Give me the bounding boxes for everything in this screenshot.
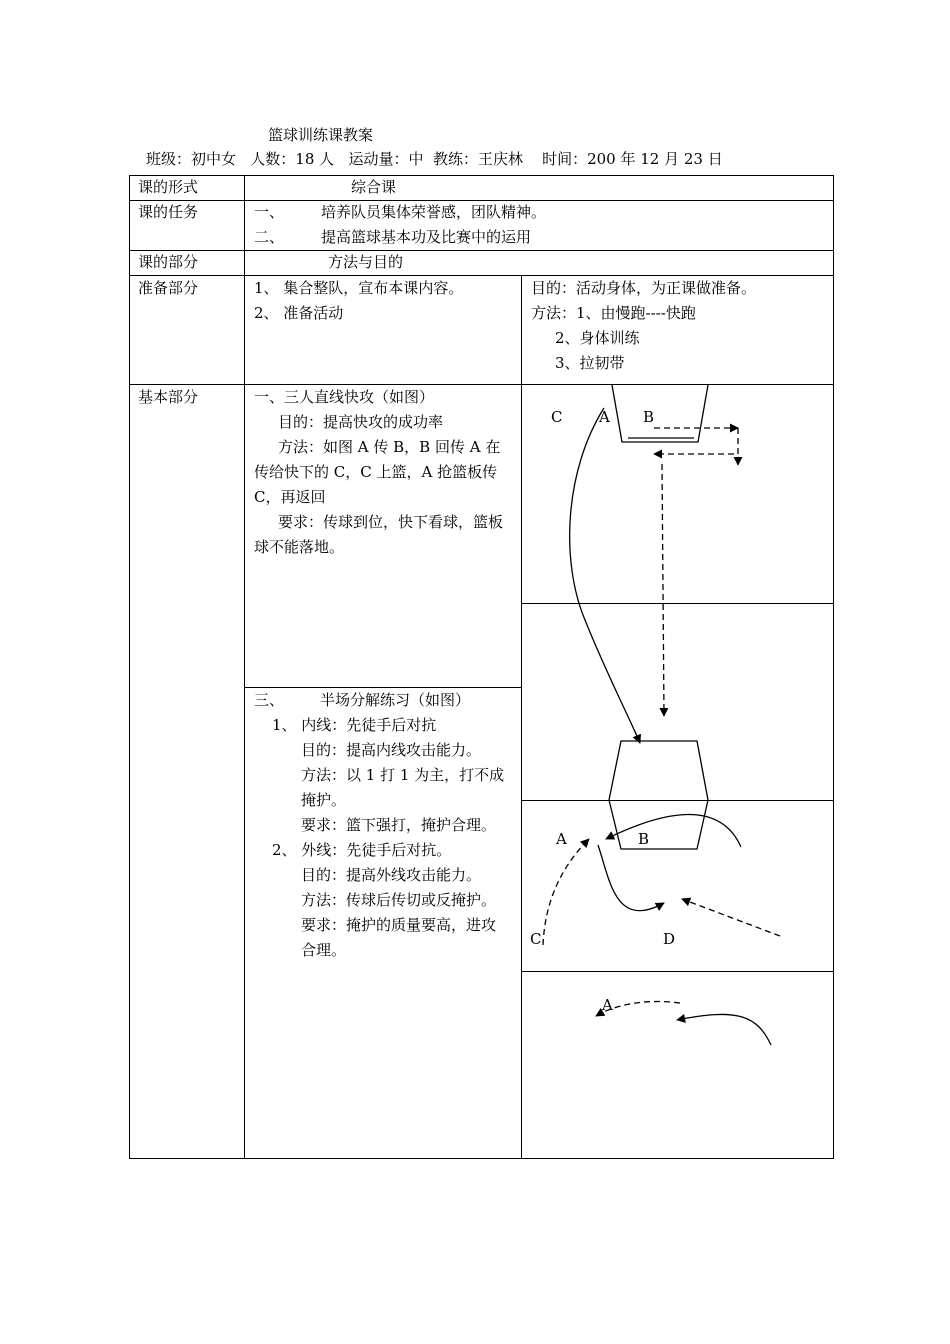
task-item-1-num: 一、: [254, 203, 285, 221]
drill3-line-2: 目的：提高内线攻击能力。: [301, 741, 482, 759]
drill1-line-4: 传给快下的 C，C 上篮，A 抢篮板传: [254, 463, 498, 481]
solid-cut-curve: [677, 1014, 771, 1045]
key-hexagon: [609, 741, 708, 849]
document-title: 篮球训练课教案: [268, 126, 374, 144]
part-label: 课的部分: [138, 253, 199, 271]
diagram-label-a3: A: [602, 996, 613, 1014]
part-value: 方法与目的: [328, 253, 404, 271]
task-item-2-num: 二、: [254, 228, 285, 246]
c-sprint-line: [662, 464, 664, 716]
diagram-label-d2: D: [663, 930, 676, 948]
drill3-line-1: 1、 内线：先徒手后对抗: [272, 716, 437, 734]
drill3-heading-text: 半场分解练习（如图）: [320, 691, 471, 709]
prep-label: 准备部分: [138, 279, 199, 297]
form-label: 课的形式: [138, 178, 199, 196]
class-info-line: 班级：初中女 人数：18 人 运动量：中 教练：王庆林 时间：200 年 12 月 23 日: [146, 150, 723, 168]
task-item-2-text: 提高篮球基本功及比赛中的运用: [321, 228, 532, 246]
diagram-label-b: B: [643, 408, 655, 426]
outer-line-diagram: [596, 1002, 771, 1045]
table-grid: [129, 175, 834, 1159]
drill3-line-6: 2、 外线：先徒手后对抗。: [272, 841, 452, 859]
prep-right-line-1: 目的：活动身体，为正课做准备。: [531, 279, 757, 297]
diagram-label-a2: A: [556, 830, 567, 848]
prep-left-line-2: 2、 准备活动: [254, 304, 344, 322]
drill3-line-8: 方法：传球后传切或反掩护。: [301, 891, 497, 909]
prep-right-line-3: 2、身体训练: [555, 329, 640, 347]
a-cut-curve: [570, 408, 640, 743]
drill1-line-2: 目的：提高快攻的成功率: [278, 413, 444, 431]
form-value: 综合课: [351, 178, 397, 196]
task-item-1-text: 培养队员集体荣誉感，团队精神。: [321, 203, 547, 221]
a-curl-curve: [598, 845, 664, 911]
drill3-line-7: 目的：提高外线攻击能力。: [301, 866, 482, 884]
diagram-label-b2: B: [638, 830, 650, 848]
drill3-line-9: 要求：掩护的质量要高，进攻: [301, 916, 497, 934]
c-dashed-curve: [543, 839, 589, 945]
drill3-line-5: 要求：篮下强打，掩护合理。: [301, 816, 497, 834]
drill1-line-5: C，再返回: [254, 488, 326, 506]
drill3-line-4: 掩护。: [301, 791, 347, 809]
prep-right-line-2: 方法：1、由慢跑----快跑: [531, 304, 696, 322]
drill1-line-6: 要求：传球到位，快下看球，篮板: [278, 513, 504, 531]
basic-label: 基本部分: [138, 388, 199, 406]
drill3-line-10: 合理。: [301, 941, 347, 959]
diagram-label-a: A: [599, 408, 610, 426]
diagram-label-c2: C: [530, 930, 542, 948]
d-dashed-line: [682, 899, 780, 936]
diagram-label-c: C: [551, 408, 563, 426]
drill3-line-3: 方法：以 1 打 1 为主，打不成: [301, 766, 505, 784]
drill1-line-3: 方法：如图 A 传 B，B 回传 A 在: [278, 438, 501, 456]
prep-right-line-4: 3、拉韧带: [555, 354, 625, 372]
task-label: 课的任务: [138, 203, 199, 221]
drill3-heading-num: 三、: [254, 691, 285, 709]
prep-left-line-1: 1、 集合整队，宣布本课内容。: [254, 279, 464, 297]
drill1-line-7: 球不能落地。: [254, 538, 345, 556]
b-cut-curve: [606, 814, 741, 847]
key-lane-top: [612, 385, 708, 442]
drill1-line-1: 一、三人直线快攻（如图）: [254, 388, 435, 406]
half-court-diagram: [543, 814, 780, 945]
fast-break-diagram: [570, 385, 738, 743]
